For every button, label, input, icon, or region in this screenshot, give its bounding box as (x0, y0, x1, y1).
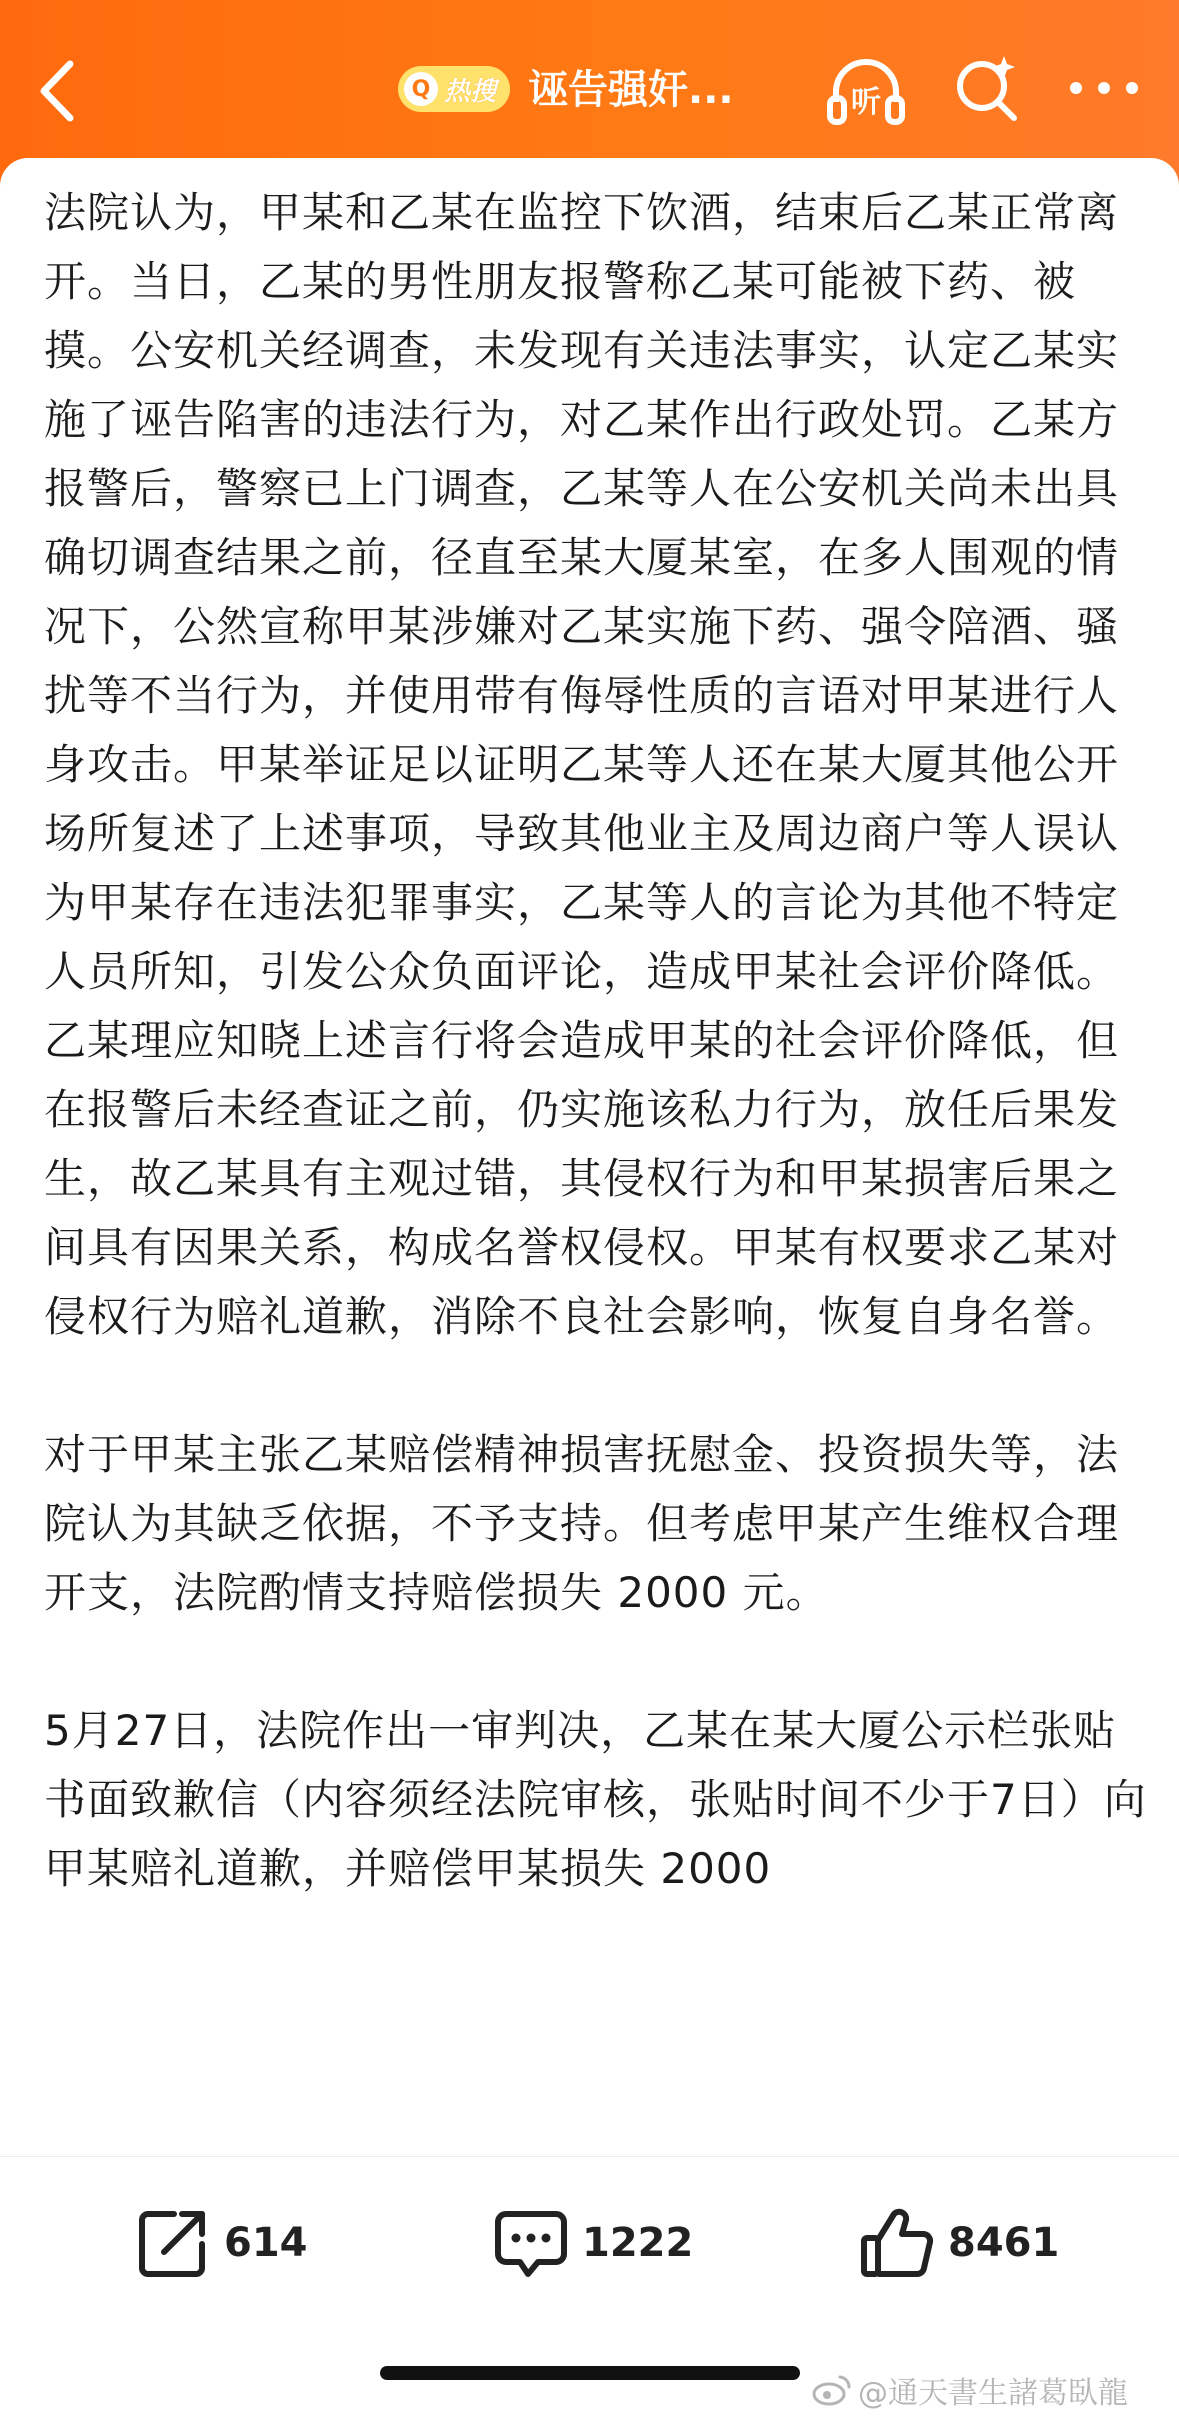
comment-icon (492, 2204, 570, 2282)
hot-search-badge[interactable] (398, 66, 510, 112)
share-button[interactable] (134, 2203, 308, 2283)
search-icon[interactable] (950, 52, 1022, 124)
watermark-text: @通天書生諸葛臥龍 (858, 2376, 1128, 2411)
comment-button[interactable] (492, 2203, 693, 2283)
listen-label: 听 (851, 85, 881, 120)
thumbs-up-icon (858, 2204, 936, 2282)
like-button[interactable] (858, 2203, 1059, 2283)
search-q-icon: Q (404, 72, 438, 106)
article-paragraph: 对于甲某主张乙某赔偿精神损害抚慰金、投资损失等，法院认为其缺乏依据，不予支持。但考虑甲某产生维权合理开支，法院酌情支持赔偿损失 2000 元。 (44, 1430, 1120, 1617)
article-body[interactable] (44, 178, 1154, 2156)
more-options-icon[interactable] (1066, 76, 1142, 100)
share-count: 614 (224, 2220, 308, 2266)
weibo-watermark (812, 2368, 1128, 2412)
article-paragraph: 法院认为，甲某和乙某在监控下饮酒，结束后乙某正常离开。当日，乙某的男性朋友报警称乙某可能被下药、被摸。公安机关经调查，未发现有关违法事实，认定乙某实施了诬告陷害的违法行为，对乙某作出行政处罚。乙某方报警后，警察已上门调查，乙某等人在公安机关尚未出具确切调查结果之前，径直至某大厦某室，在多人围观的情况下，公然宣称甲某涉嫌对乙某实施下药、强令陪酒、骚扰等不当行为，并使用带有侮辱性质的言语对甲某进行人身攻击。甲某举证足以证明乙某等人还在某大厦其他公开场所复述了上述事项，导致其他业主及周边商户等人误认为甲某存在违法犯罪事实，乙某等人的言论为其他不特定人员所知，引发公众负面评论，造成甲某社会评价降低。乙某理应知晓上述言行将会造成甲某的社会评价降低，但在报警后未经查证之前，仍实施该私力行为，放任后果发生，故乙某具有主观过错，其侵权行为和甲某损害后果之间具有因果关系，构成名誉权侵权。甲某有权要求乙某对侵权行为赔礼道歉，消除不良社会影响，恢复自身名誉。 (44, 188, 1120, 1341)
back-arrow-icon[interactable] (34, 56, 84, 126)
headphones-listen-icon[interactable] (826, 54, 906, 126)
page-title: 诬告强奸... (528, 67, 734, 113)
article-paragraph: 5月27日，法院作出一审判决，乙某在某大厦公示栏张贴书面致歉信（内容须经法院审核，张贴时间不少于7日）向甲某赔礼道歉，并赔偿甲某损失 2000 (44, 1706, 1147, 1893)
weibo-logo-icon (812, 2373, 852, 2407)
home-indicator[interactable] (380, 2366, 800, 2380)
share-icon (134, 2204, 212, 2282)
comment-count: 1222 (582, 2220, 694, 2266)
like-count: 8461 (948, 2220, 1060, 2266)
hot-search-label: 热搜 (444, 76, 497, 107)
